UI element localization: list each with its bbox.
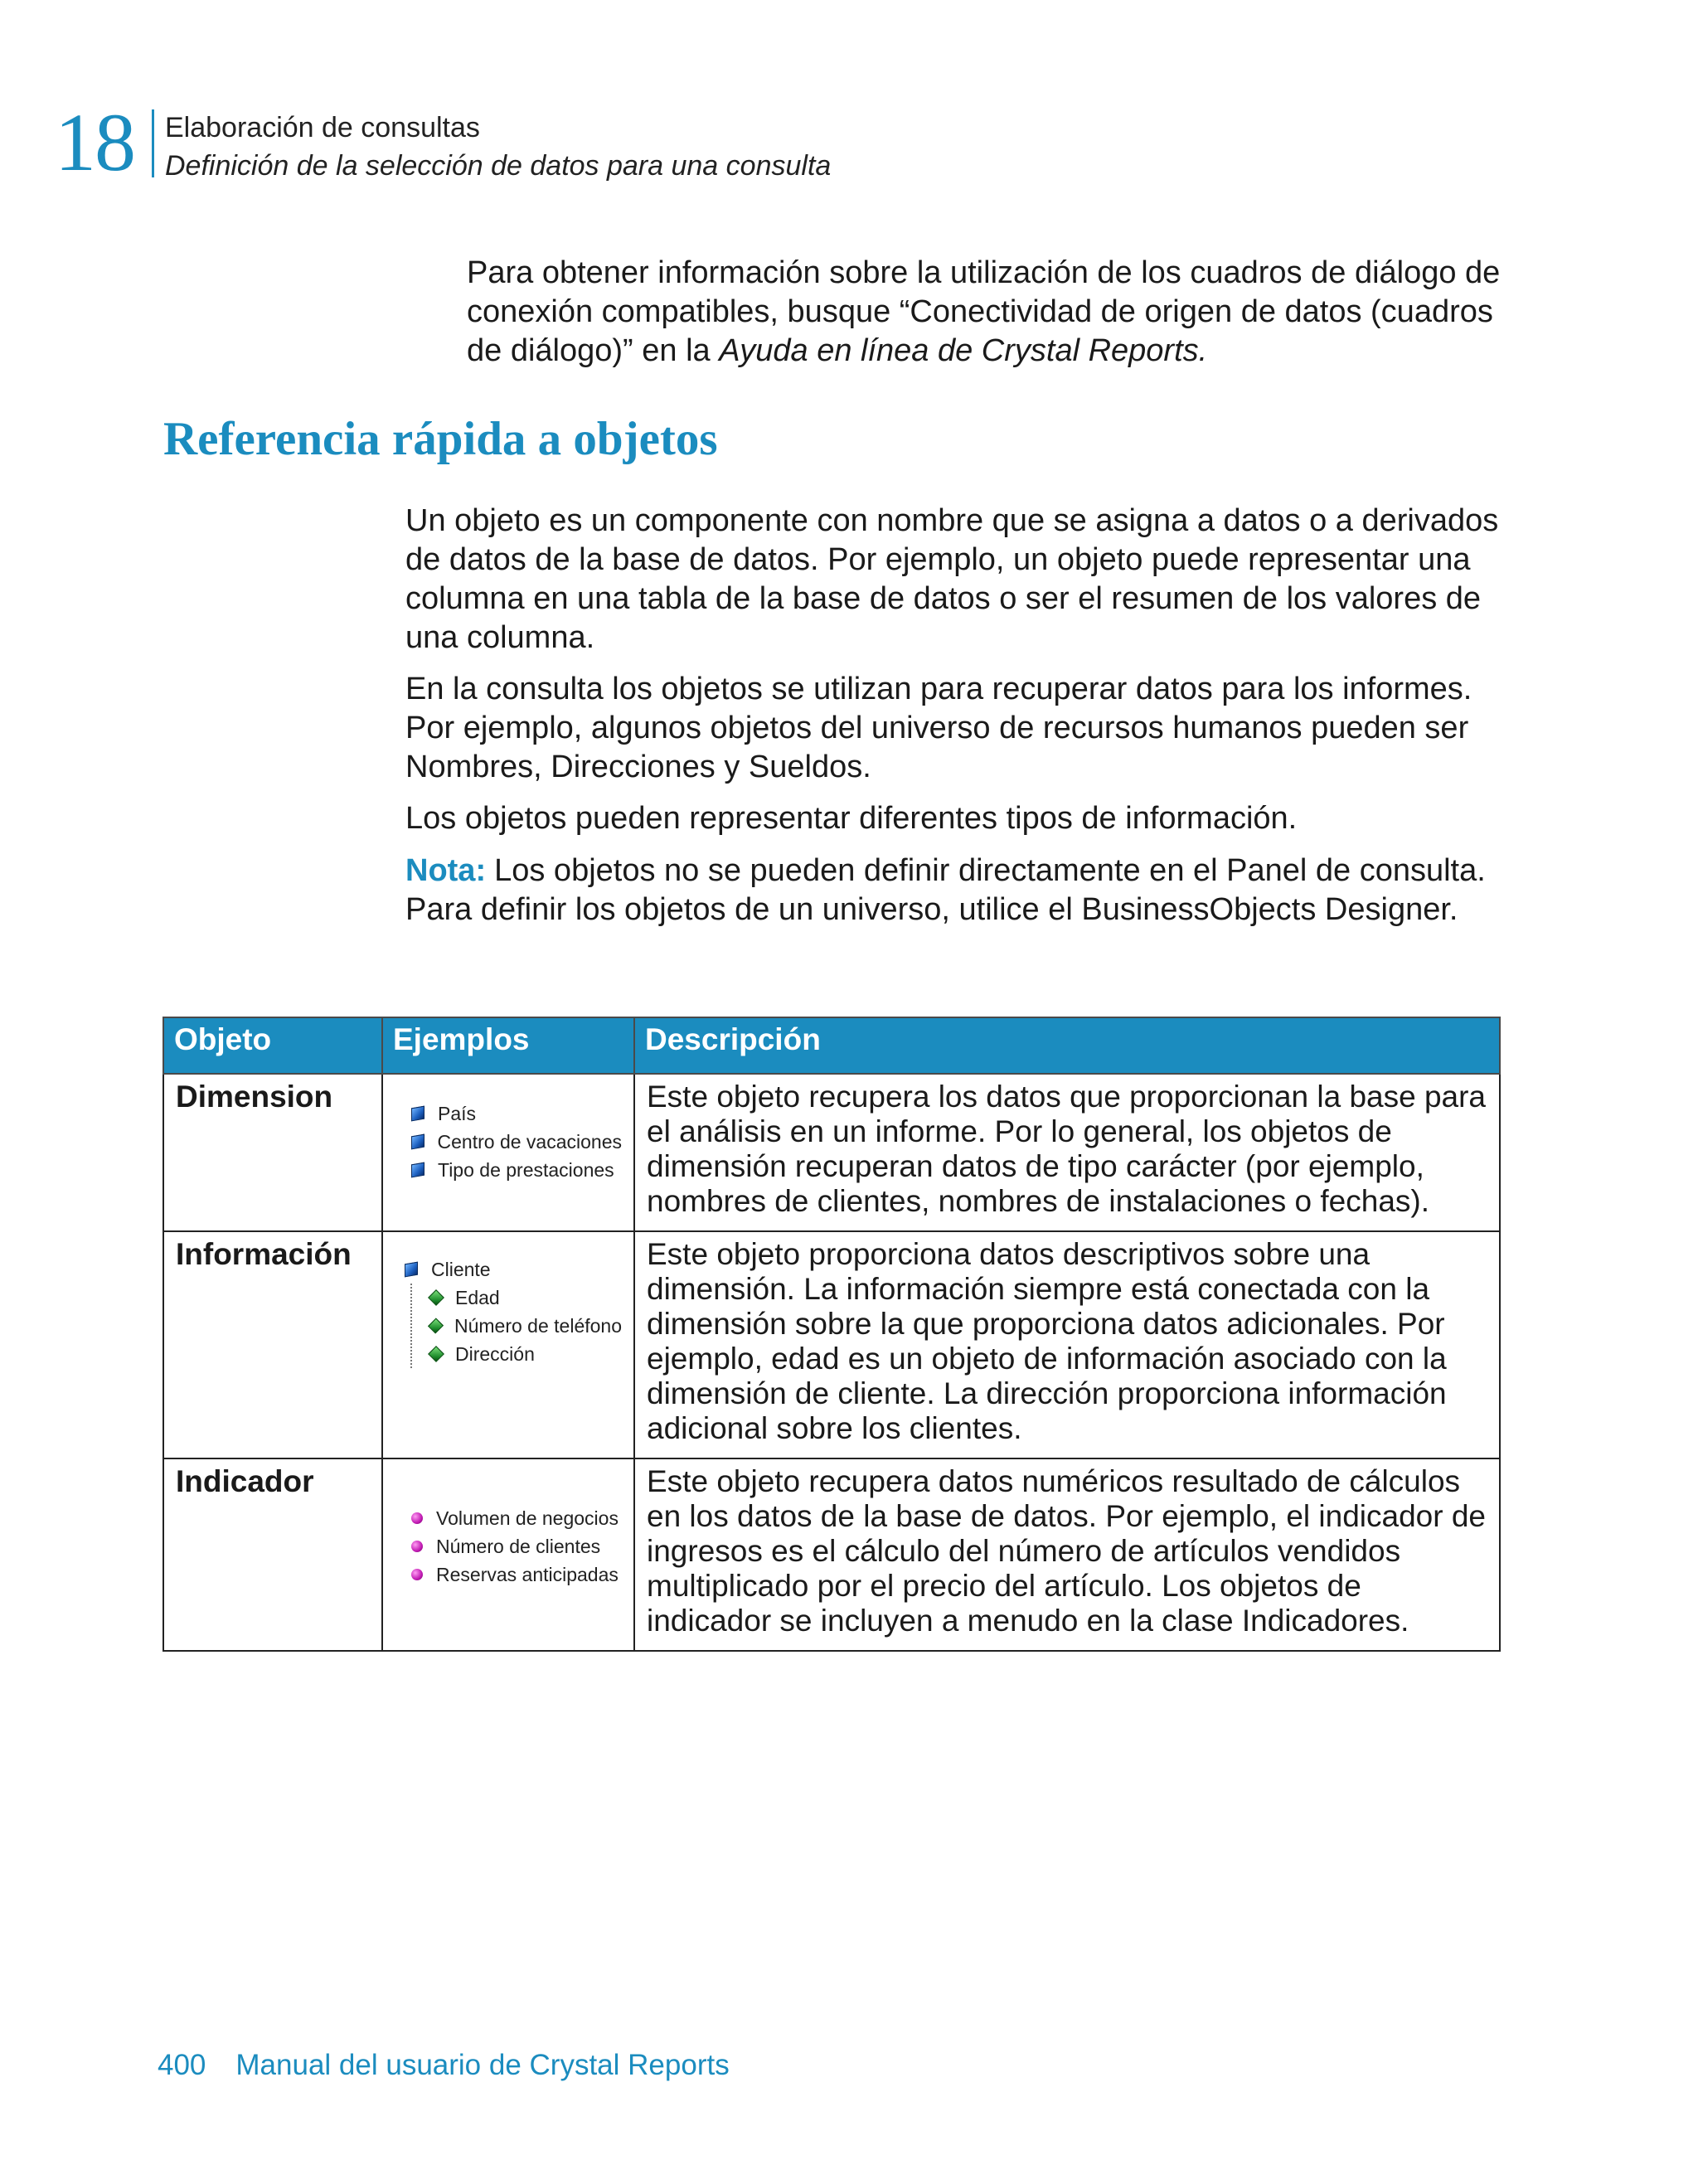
dimension-cube-icon xyxy=(405,1262,418,1278)
example-item xyxy=(411,1532,622,1560)
example-label: Número de clientes xyxy=(436,1536,601,1557)
example-label: Cliente xyxy=(431,1259,491,1280)
examples-cell xyxy=(382,1458,634,1651)
example-label: Número de teléfono xyxy=(454,1315,622,1337)
example-label: Edad xyxy=(455,1287,500,1308)
example-item xyxy=(411,1504,622,1532)
objects-table xyxy=(163,1017,1501,1652)
table-row-informacion xyxy=(163,1231,1500,1458)
example-item xyxy=(411,1128,622,1156)
object-description: Este objeto recupera los datos que proporcionan la base para el análisis en un informe. Por lo general, los objetos de dimensión recuperan datos de tipo carácter (por ejemplo, nombres de clientes, nombres de instalaciones o fechas). xyxy=(634,1074,1500,1231)
page-number: 400 xyxy=(158,2049,206,2081)
dimension-cube-icon xyxy=(411,1106,424,1122)
example-label: Tipo de prestaciones xyxy=(438,1159,614,1181)
example-item xyxy=(411,1560,622,1589)
intro-italic-reference: Ayuda en línea de Crystal Reports. xyxy=(719,333,1208,368)
example-label: Volumen de negocios xyxy=(436,1507,619,1529)
header-descripcion: Descripción xyxy=(634,1017,1500,1074)
information-diamond-icon xyxy=(428,1346,444,1362)
manual-title: Manual del usuario de Crystal Reports xyxy=(235,2049,730,2081)
object-name: Dimension xyxy=(163,1074,382,1231)
example-item xyxy=(412,1284,622,1312)
example-label: País xyxy=(438,1103,477,1124)
paragraph-usage: En la consulta los objetos se utilizan para recuperar datos para los informes. Por ejemplo, algunos objetos del universo de recursos humanos pueden ser Nombres, Direcciones y Sueldos. xyxy=(405,672,1472,784)
indicator-dot-icon xyxy=(411,1512,423,1524)
chapter-divider xyxy=(152,109,154,177)
information-diamond-icon xyxy=(428,1318,444,1333)
paragraph-types: Los objetos pueden representar diferentes tipos de información. xyxy=(405,801,1298,836)
information-diamond-icon xyxy=(428,1289,444,1306)
examples-cell xyxy=(382,1231,634,1458)
dimension-cube-icon xyxy=(411,1134,424,1150)
note-label: Nota: xyxy=(405,853,487,888)
chapter-number: 18 xyxy=(55,96,134,188)
example-item xyxy=(412,1340,622,1368)
example-item-parent xyxy=(405,1255,622,1284)
example-item xyxy=(412,1312,622,1340)
note-paragraph xyxy=(405,852,1516,929)
chapter-title: Elaboración de consultas xyxy=(165,112,480,143)
example-item xyxy=(411,1099,622,1128)
intro-text: Para obtener información sobre la utilización de los cuadros de diálogo de conexión compatibles, busque “Conectividad de origen de datos (cuadros de diálogo)” en la xyxy=(467,255,1501,368)
example-label: Reservas anticipadas xyxy=(436,1564,619,1585)
example-label: Centro de vacaciones xyxy=(437,1131,622,1153)
indicator-dot-icon xyxy=(411,1569,423,1580)
header-objeto: Objeto xyxy=(163,1017,382,1074)
object-description: Este objeto recupera datos numéricos resultado de cálculos en los datos de la base de datos. Por ejemplo, el indicador de ingresos es el cálculo del número de artículos vendidos multiplicado por el precio del artículo. Los objetos de indicador se incluyen a menudo en la clase Indicadores. xyxy=(634,1458,1500,1651)
object-name: Indicador xyxy=(163,1458,382,1651)
example-item xyxy=(411,1156,622,1184)
intro-paragraph xyxy=(467,254,1528,371)
object-name: Información xyxy=(163,1231,382,1458)
header-ejemplos: Ejemplos xyxy=(382,1017,634,1074)
section-subtitle: Definición de la selección de datos para una consulta xyxy=(165,150,832,182)
examples-cell xyxy=(382,1074,634,1231)
tree-connector xyxy=(410,1284,622,1368)
page-footer xyxy=(158,2048,730,2083)
section-heading: Referencia rápida a objetos xyxy=(163,413,718,465)
object-description: Este objeto proporciona datos descriptivos sobre una dimensión. La información siempre está conectada con la dimensión sobre la que proporciona datos adicionales. Por ejemplo, edad es un objeto de información asociado con la dimensión de cliente. La dirección proporciona información adicional sobre los clientes. xyxy=(634,1231,1500,1458)
paragraph-definition: Un objeto es un componente con nombre que se asigna a datos o a derivados de datos de la base de datos. Por ejemplo, un objeto puede representar una columna en una tabla de la base de datos o ser el resumen de los valores de una columna. xyxy=(405,503,1499,655)
table-row-indicador xyxy=(163,1458,1500,1651)
table-header-row xyxy=(163,1017,1500,1074)
table-row-dimension xyxy=(163,1074,1500,1231)
note-text: Los objetos no se pueden definir directamente en el Panel de consulta. Para definir los objetos de un universo, utilice el BusinessObjects Designer. xyxy=(405,853,1486,927)
example-label: Dirección xyxy=(455,1343,535,1365)
indicator-dot-icon xyxy=(411,1541,423,1552)
dimension-cube-icon xyxy=(411,1162,424,1178)
